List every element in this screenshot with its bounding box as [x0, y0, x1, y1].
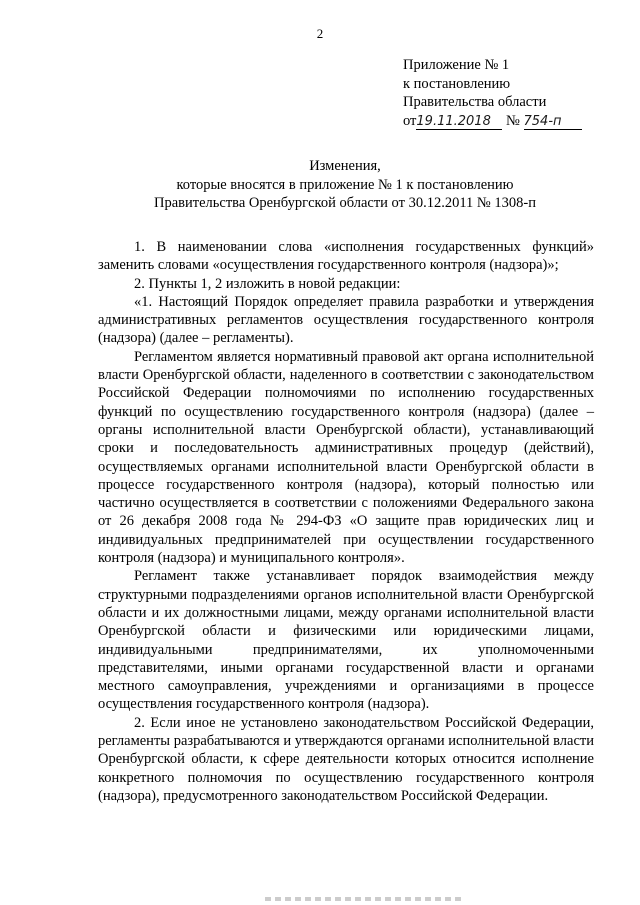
title-line-1: Изменения, [309, 158, 381, 174]
paragraph-6: 2. Если иное не установлено законодательством Российской Федерации, регламенты разрабатываются и утверждаются органами исполнительной власти Оренбургской области, к сфере деятельности которых относится исполнение конкретного полномочия по осуществлению государственного контроля (надзора), предусмотренного законодательством Российской Федерации. [98, 714, 594, 804]
annex-header [403, 56, 633, 130]
paragraph-2: 2. Пункты 1, 2 изложить в новой редакции: [134, 275, 401, 292]
handwritten-date: 19.11.2018 [416, 115, 502, 130]
handwritten-number: 754-п [524, 115, 582, 130]
paragraph-3: «1. Настоящий Порядок определяет правила разработки и утверждения административных регламентов осуществления государственного контроля (надзора) (далее – регламенты). [98, 293, 594, 347]
annex-title: Приложение № 1 [403, 57, 510, 73]
title-line-2: которые вносятся в приложение № 1 к постановлению [176, 176, 514, 193]
document-title [80, 157, 610, 213]
date-prefix: от [403, 112, 417, 129]
number-prefix: № [506, 112, 520, 129]
page-number: 2 [316, 26, 324, 41]
footer-scan-artifact [265, 897, 465, 901]
paragraph-4: Регламентом является нормативный правовой акт органа исполнительной власти Оренбургской области, наделенного в соответствии с законодательством Российской Федерации полномочиями по исполнению государственных функций по осуществлению государственного контроля (надзора) (далее – органы исполнительной власти Оренбургской области), устанавливающий сроки и последовательность административных процедур (действий), осуществляемых органами исполнительной власти Оренбургской области в процессе государственного контроля (надзора), который полностью или частично осуществляется в соответствии с положениями Федерального закона от 26 декабря 2008 года № 294-ФЗ «О защите прав юридических лиц и индивидуальных предпринимателей при осуществлении государственного контроля (надзора) и муниципального контроля». [98, 348, 594, 567]
annex-date-line [403, 112, 633, 131]
paragraph-5: Регламент также устанавливает порядок взаимодействия между структурными подразделениями органов исполнительной власти Оренбургской области и их должностными лицами, между органами исполнительной власти Оренбургской области и физическими или юридическими лицами, индивидуальными предпринимателями, их уполномоченными представителями, иными органами государственной власти и органами местного самоуправления, учреждениями и организациями в процессе осуществления государственного контроля (надзора). [98, 568, 594, 713]
paragraph-1: 1. В наименовании слова «исполнения государственных функций» заменить словами «осуществления государственного контроля (надзора)»; [98, 239, 594, 274]
annex-line-resolution: к постановлению [403, 75, 511, 92]
title-line-3: Правительства Оренбургской области от 30.12.2011 № 1308-п [154, 195, 536, 211]
annex-line-government: Правительства области [403, 94, 547, 110]
document-body [98, 238, 594, 805]
